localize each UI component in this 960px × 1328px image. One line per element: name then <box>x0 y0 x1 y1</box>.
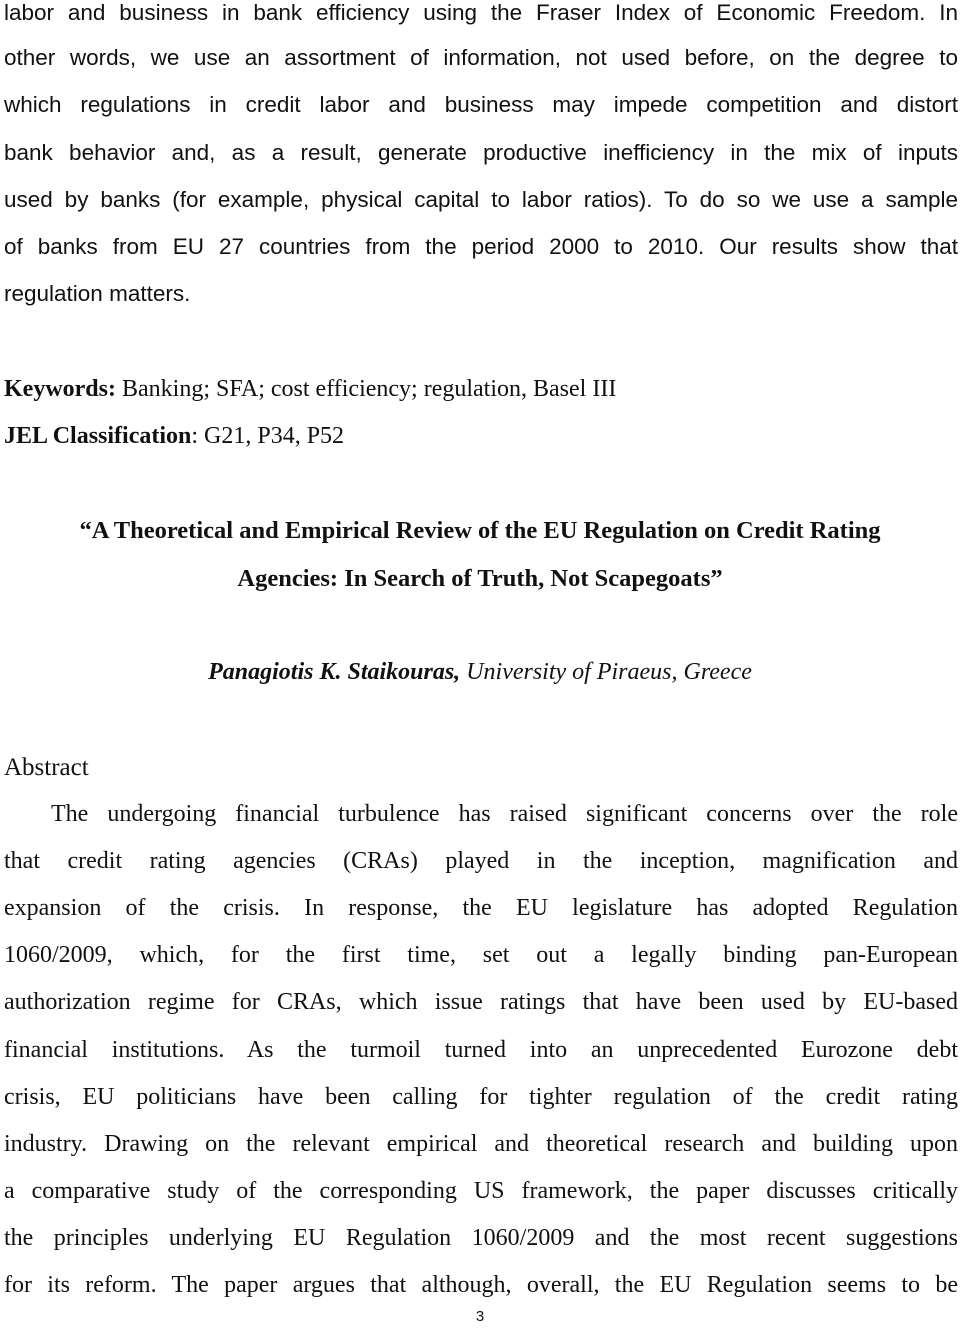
paper-title-line-1: “A Theoretical and Empirical Review of the EU Regulation on Credit Rating <box>79 517 881 544</box>
jel-line <box>4 423 344 450</box>
page-number: 3 <box>475 1308 485 1325</box>
abstract-line: that credit rating agencies (CRAs) played in the inception, magnification and <box>4 848 958 874</box>
abstract-line: The undergoing financial turbulence has raised significant concerns over the role <box>51 801 958 827</box>
jel-text: : G21, P34, P52 <box>191 423 345 449</box>
intro-line: other words, we use an assortment of information, not used before, on the degree to <box>4 45 958 70</box>
author-affiliation: University of Piraeus, Greece <box>460 659 752 685</box>
intro-line: which regulations in credit labor and business may impede competition and distort <box>4 92 958 117</box>
abstract-line: 1060/2009, which, for the first time, set out a legally binding pan-European <box>4 942 958 968</box>
jel-label: JEL Classification <box>4 423 192 449</box>
intro-line: used by banks (for example, physical capital to labor ratios). To do so we use a sample <box>4 187 958 212</box>
keywords-line <box>4 376 616 403</box>
intro-line: labor and business in bank efficiency using the Fraser Index of Economic Freedom. In <box>4 0 958 25</box>
intro-line: regulation matters. <box>4 281 191 306</box>
paper-title-line-2: Agencies: In Search of Truth, Not Scapegoats” <box>237 565 723 592</box>
abstract-line: for its reform. The paper argues that although, overall, the EU Regulation seems to be <box>4 1272 958 1298</box>
keywords-label: Keywords: <box>4 376 116 402</box>
keywords-text: Banking; SFA; cost efficiency; regulation, Basel III <box>115 376 617 402</box>
author-name: Panagiotis K. Staikouras, <box>208 659 461 685</box>
author-line <box>0 659 960 686</box>
abstract-line: the principles underlying EU Regulation 1060/2009 and the most recent suggestions <box>4 1225 958 1251</box>
intro-line: of banks from EU 27 countries from the period 2000 to 2010. Our results show that <box>4 234 958 259</box>
abstract-heading: Abstract <box>4 754 89 781</box>
intro-line: bank behavior and, as a result, generate productive inefficiency in the mix of inputs <box>4 140 958 165</box>
abstract-line: crisis, EU politicians have been calling for tighter regulation of the credit rating <box>4 1084 958 1110</box>
abstract-line: financial institutions. As the turmoil turned into an unprecedented Eurozone debt <box>4 1037 958 1063</box>
abstract-line: expansion of the crisis. In response, the EU legislature has adopted Regulation <box>4 895 958 921</box>
abstract-line: authorization regime for CRAs, which issue ratings that have been used by EU-based <box>4 989 958 1015</box>
abstract-line: a comparative study of the corresponding US framework, the paper discusses critically <box>4 1178 958 1204</box>
abstract-line: industry. Drawing on the relevant empirical and theoretical research and building upon <box>4 1131 958 1157</box>
